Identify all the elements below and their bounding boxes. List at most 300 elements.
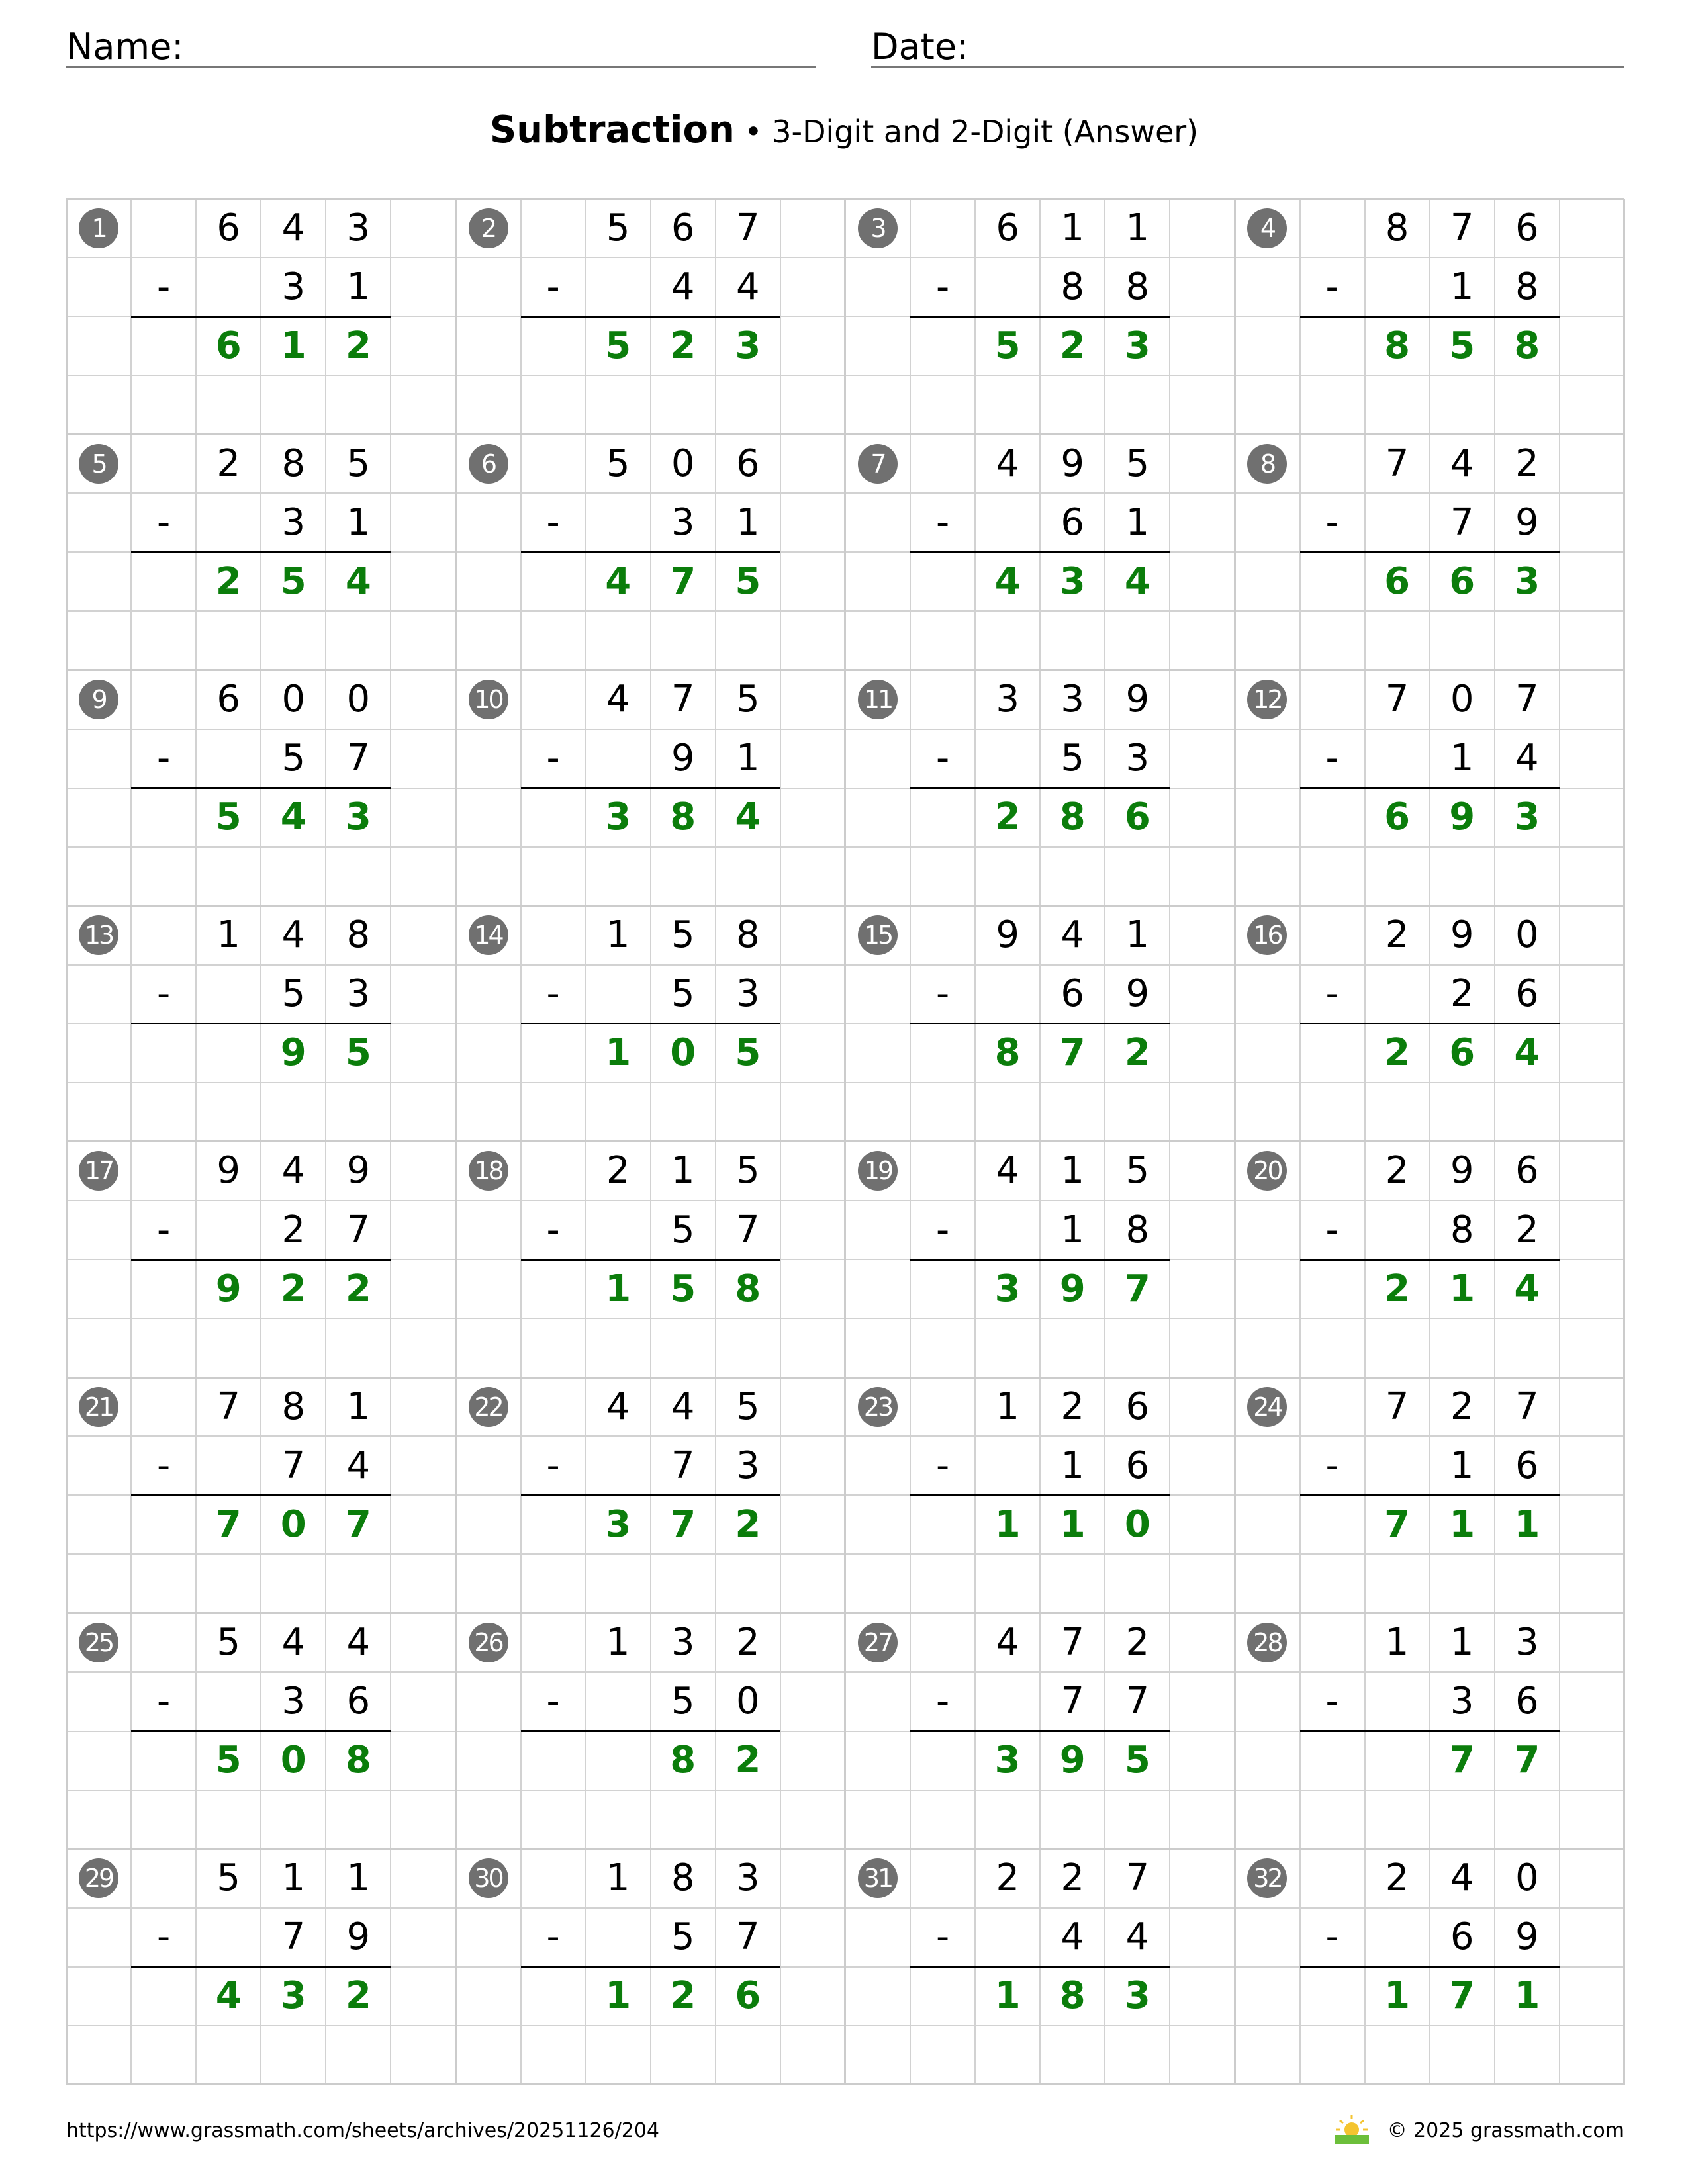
minuend-digit: 5 <box>346 441 371 485</box>
grid-cell <box>196 1024 261 1083</box>
grid-cell <box>1300 1554 1365 1613</box>
grid-cell <box>780 375 845 434</box>
grid-cell <box>1170 1967 1235 2026</box>
grid-cell <box>975 1436 1040 1495</box>
minus-sign: - <box>157 737 171 780</box>
grid-cell <box>1235 552 1299 611</box>
subtrahend-digit: 5 <box>1060 737 1085 780</box>
minuend-digit: 7 <box>1125 1856 1150 1900</box>
grid-cell <box>845 316 910 375</box>
answer-digit: 2 <box>345 324 371 367</box>
subtrahend-digit: 5 <box>281 972 306 1016</box>
grid-cell <box>910 788 975 847</box>
grid-cell <box>261 1318 326 1377</box>
grid-cell <box>1365 1731 1430 1790</box>
minus-sign: - <box>1325 1443 1339 1487</box>
grid-cell <box>455 316 520 375</box>
minuend-digit: 5 <box>216 1620 240 1664</box>
grid-cell <box>131 1259 196 1318</box>
answer-digit: 1 <box>1384 1974 1411 2018</box>
answer-digit: 2 <box>735 1739 761 1782</box>
subtrahend-digit: 4 <box>1515 737 1539 780</box>
grid-cell <box>455 375 520 434</box>
minuend-digit: 7 <box>216 1385 240 1428</box>
grid-cell <box>326 1083 391 1142</box>
grid-cell <box>196 965 261 1024</box>
answer-digit: 1 <box>994 1974 1021 2018</box>
minus-sign: - <box>1325 972 1339 1016</box>
grid-cell <box>845 1024 910 1083</box>
grid-cell <box>1430 1083 1495 1142</box>
grid-cell <box>586 847 651 906</box>
grid-cell <box>1560 257 1624 316</box>
grid-cell <box>910 2026 975 2085</box>
grid-cell <box>1495 1083 1560 1142</box>
grid-cell <box>910 611 975 670</box>
subtrahend-digit: 8 <box>1060 265 1085 308</box>
grid-cell <box>1495 1318 1560 1377</box>
subtrahend-digit: 1 <box>346 500 371 544</box>
answer-digit: 8 <box>1384 324 1411 367</box>
minuend-digit: 8 <box>1385 206 1409 250</box>
grid-cell <box>1170 965 1235 1024</box>
grid-cell <box>716 611 780 670</box>
grid-cell <box>455 788 520 847</box>
grid-cell <box>780 1967 845 2026</box>
problem-number-badge: 5 <box>79 444 118 484</box>
grid-cell <box>1560 1613 1624 1672</box>
minuend-digit: 0 <box>1515 913 1539 957</box>
answer-digit: 3 <box>1059 559 1086 603</box>
grid-cell <box>1170 1024 1235 1083</box>
grid-cell <box>131 1024 196 1083</box>
grid-cell <box>910 434 975 493</box>
minuend-digit: 7 <box>1450 206 1474 250</box>
minuend-digit: 7 <box>1060 1620 1085 1664</box>
grid-cell <box>1235 493 1299 552</box>
minuend-digit: 1 <box>1125 206 1150 250</box>
minuend-digit: 5 <box>736 1149 760 1193</box>
grid-cell <box>261 611 326 670</box>
grid-cell <box>1235 1024 1299 1083</box>
answer-digit: 1 <box>1514 1974 1540 2018</box>
minus-sign: - <box>1325 737 1339 780</box>
problem-number-badge: 21 <box>79 1387 118 1427</box>
minuend-digit: 0 <box>346 678 371 721</box>
grid-cell <box>521 1083 586 1142</box>
minuend-digit: 6 <box>736 441 760 485</box>
minus-sign: - <box>546 1680 560 1723</box>
grid-cell <box>521 611 586 670</box>
subtrahend-digit: 1 <box>346 265 371 308</box>
grid-cell <box>586 965 651 1024</box>
problem-number-badge: 11 <box>858 680 898 719</box>
answer-digit: 2 <box>345 1974 371 2018</box>
minuend-digit: 7 <box>1385 441 1409 485</box>
subtrahend-digit: 7 <box>346 737 371 780</box>
grid-cell <box>1560 1731 1624 1790</box>
problem-number-badge: 6 <box>469 444 508 484</box>
grid-cell <box>131 1318 196 1377</box>
grid-cell <box>780 1495 845 1554</box>
grid-cell <box>910 375 975 434</box>
grid-cell <box>910 552 975 611</box>
grid-cell <box>1300 1142 1365 1201</box>
footer-copyright: © 2025 grassmath.com <box>1387 2119 1624 2142</box>
answer-digit: 3 <box>1124 1974 1150 2018</box>
minuend-digit: 6 <box>671 206 695 250</box>
answer-digit: 2 <box>735 1502 761 1546</box>
grid-cell <box>586 1554 651 1613</box>
grid-cell <box>1170 1318 1235 1377</box>
problem-number-badge: 22 <box>469 1387 508 1427</box>
grid-cell <box>1560 611 1624 670</box>
grid-cell <box>780 493 845 552</box>
grid-cell <box>975 847 1040 906</box>
grid-cell <box>586 1318 651 1377</box>
grid-cell <box>651 1318 716 1377</box>
grid-cell <box>910 199 975 257</box>
grid-cell <box>1235 1908 1299 1967</box>
grid-cell <box>391 2026 455 2085</box>
grid-cell <box>845 1731 910 1790</box>
answer-digit: 2 <box>1384 1031 1411 1075</box>
answer-digit: 8 <box>345 1739 371 1782</box>
subtrahend-digit: 6 <box>346 1680 371 1723</box>
subtrahend-digit: 9 <box>346 1915 371 1959</box>
grid-cell <box>1365 1908 1430 1967</box>
grid-cell <box>66 1554 131 1613</box>
problem-number-badge: 32 <box>1247 1858 1287 1898</box>
grid-cell <box>521 434 586 493</box>
minuend-digit: 1 <box>996 1385 1019 1428</box>
grid-cell <box>1300 199 1365 257</box>
grid-cell <box>845 493 910 552</box>
minuend-digit: 4 <box>606 1385 630 1428</box>
subtrahend-digit: 1 <box>1450 265 1474 308</box>
grid-cell <box>845 1554 910 1613</box>
answer-digit: 2 <box>670 1974 696 2018</box>
answer-digit: 3 <box>1124 324 1150 367</box>
grid-cell <box>131 1495 196 1554</box>
grid-cell <box>975 1201 1040 1259</box>
answer-digit: 8 <box>670 1739 696 1782</box>
grid-cell <box>1365 729 1430 788</box>
subtrahend-digit: 1 <box>1125 500 1150 544</box>
problem-number-badge: 9 <box>79 680 118 719</box>
minuend-digit: 4 <box>1450 1856 1474 1900</box>
grid-cell <box>1365 1672 1430 1731</box>
minuend-digit: 9 <box>1060 441 1085 485</box>
grid-cell <box>261 847 326 906</box>
grid-cell <box>1235 1259 1299 1318</box>
grid-cell <box>716 847 780 906</box>
minus-sign: - <box>935 737 950 780</box>
minuend-digit: 8 <box>281 441 306 485</box>
grid-cell <box>391 1554 455 1613</box>
grid-cell <box>455 1790 520 1849</box>
grid-cell <box>910 1849 975 1908</box>
grid-cell <box>391 375 455 434</box>
grid-cell <box>455 1083 520 1142</box>
grid-cell <box>391 1908 455 1967</box>
grid-cell <box>716 1083 780 1142</box>
grid-cell <box>1235 729 1299 788</box>
grid-cell <box>66 847 131 906</box>
answer-digit: 5 <box>1449 324 1476 367</box>
minuend-digit: 6 <box>216 678 240 721</box>
minus-sign: - <box>1325 265 1339 308</box>
subtrahend-digit: 6 <box>1515 1680 1539 1723</box>
grid-cell <box>521 1554 586 1613</box>
minuend-digit: 6 <box>1125 1385 1150 1428</box>
minus-sign: - <box>935 265 950 308</box>
subtrahend-digit: 2 <box>1515 1208 1539 1251</box>
grid-cell <box>716 2026 780 2085</box>
grid-cell <box>975 1083 1040 1142</box>
subtrahend-digit: 4 <box>1060 1915 1085 1959</box>
grid-cell <box>1365 2026 1430 2085</box>
grid-cell <box>1560 1672 1624 1731</box>
grid-cell <box>455 847 520 906</box>
subtrahend-digit: 2 <box>281 1208 306 1251</box>
grid-cell <box>1170 906 1235 965</box>
answer-digit: 9 <box>1449 796 1476 839</box>
grid-cell <box>1235 788 1299 847</box>
grid-cell <box>910 847 975 906</box>
grid-cell <box>910 1377 975 1436</box>
minuend-digit: 3 <box>1515 1620 1539 1664</box>
grid-cell <box>1170 375 1235 434</box>
answer-digit: 3 <box>1514 559 1540 603</box>
grid-cell <box>1170 1908 1235 1967</box>
minuend-digit: 6 <box>1515 206 1539 250</box>
grid-cell <box>1235 1967 1299 2026</box>
answer-digit: 9 <box>1059 1739 1086 1782</box>
subtrahend-digit: 4 <box>736 265 760 308</box>
grid-cell <box>391 1024 455 1083</box>
grid-cell <box>845 375 910 434</box>
grid-cell <box>780 965 845 1024</box>
minuend-digit: 5 <box>1125 1149 1150 1193</box>
grid-cell <box>975 493 1040 552</box>
grid-cell <box>1300 611 1365 670</box>
grid-cell <box>521 670 586 729</box>
minus-sign: - <box>157 500 171 544</box>
grid-cell <box>326 2026 391 2085</box>
grid-cell <box>391 493 455 552</box>
minuend-digit: 9 <box>346 1149 371 1193</box>
grid-cell <box>1170 847 1235 906</box>
subtrahend-digit: 8 <box>1515 265 1539 308</box>
grid-cell <box>1170 1436 1235 1495</box>
grid-cell <box>391 1731 455 1790</box>
grid-cell <box>391 199 455 257</box>
problem-number-badge: 1 <box>79 208 118 248</box>
minuend-digit: 2 <box>996 1856 1019 1900</box>
grid-cell <box>131 316 196 375</box>
grid-cell <box>391 1201 455 1259</box>
grid-cell <box>521 316 586 375</box>
grid-cell <box>975 1318 1040 1377</box>
grid-cell <box>1235 2026 1299 2085</box>
minuend-digit: 9 <box>996 913 1019 957</box>
minuend-digit: 7 <box>1515 1385 1539 1428</box>
minus-sign: - <box>546 500 560 544</box>
grid-cell <box>910 1259 975 1318</box>
grid-cell <box>1300 316 1365 375</box>
grid-cell <box>1560 965 1624 1024</box>
subtrahend-digit: 8 <box>1125 265 1150 308</box>
grid-cell <box>391 552 455 611</box>
minuend-digit: 2 <box>1060 1856 1085 1900</box>
answer-digit: 5 <box>280 559 306 603</box>
block-separator <box>66 2083 1624 2085</box>
grid-cell <box>716 375 780 434</box>
answer-digit: 6 <box>1124 796 1150 839</box>
grid-cell <box>780 1436 845 1495</box>
grid-cell <box>780 1201 845 1259</box>
grid-cell <box>1170 1377 1235 1436</box>
problem-number-badge: 28 <box>1247 1623 1287 1662</box>
answer-digit: 4 <box>215 1974 242 2018</box>
problem-number-badge: 31 <box>858 1858 898 1898</box>
grid-cell <box>651 847 716 906</box>
answer-digit: 0 <box>280 1502 306 1546</box>
grid-cell <box>975 965 1040 1024</box>
grid-cell <box>1365 375 1430 434</box>
grid-cell <box>910 1024 975 1083</box>
grid-cell <box>261 1790 326 1849</box>
minuend-digit: 8 <box>671 1856 695 1900</box>
grid-cell <box>975 375 1040 434</box>
minuend-digit: 2 <box>1385 913 1409 957</box>
answer-digit: 7 <box>1124 1267 1150 1310</box>
grid-cell <box>780 552 845 611</box>
grid-cell <box>1560 1318 1624 1377</box>
answer-digit: 6 <box>1449 1031 1476 1075</box>
grid-cell <box>1170 257 1235 316</box>
grid-cell <box>66 1790 131 1849</box>
subtrahend-digit: 5 <box>671 1208 695 1251</box>
minuend-digit: 4 <box>281 1149 306 1193</box>
grid-cell <box>1235 1554 1299 1613</box>
grid-cell <box>1040 1318 1105 1377</box>
grid-cell <box>1170 552 1235 611</box>
subtrahend-digit: 9 <box>671 737 695 780</box>
grid-cell <box>131 1377 196 1436</box>
subtrahend-digit: 7 <box>1060 1680 1085 1723</box>
minuend-digit: 2 <box>216 441 240 485</box>
grid-cell <box>1170 2026 1235 2085</box>
grid-cell <box>521 1142 586 1201</box>
minuend-digit: 1 <box>1060 1149 1085 1193</box>
subtrahend-digit: 6 <box>1060 972 1085 1016</box>
answer-digit: 5 <box>605 324 632 367</box>
grid-cell <box>196 375 261 434</box>
grid-cell <box>845 1436 910 1495</box>
subtrahend-digit: 1 <box>1060 1443 1085 1487</box>
minuend-digit: 7 <box>1385 678 1409 721</box>
minuend-digit: 7 <box>736 206 760 250</box>
answer-digit: 4 <box>735 796 761 839</box>
grid-cell <box>780 1318 845 1377</box>
grid-cell <box>391 729 455 788</box>
grid-cell <box>1365 257 1430 316</box>
grid-cell <box>131 906 196 965</box>
answer-digit: 2 <box>345 1267 371 1310</box>
grid-cell <box>1235 1672 1299 1731</box>
grid-cell <box>780 611 845 670</box>
answer-digit: 9 <box>280 1031 306 1075</box>
minuend-digit: 2 <box>1060 1385 1085 1428</box>
answer-digit: 5 <box>994 324 1021 367</box>
grid-cell <box>1170 1613 1235 1672</box>
grid-cell <box>131 1142 196 1201</box>
grid-cell <box>391 965 455 1024</box>
answer-digit: 3 <box>605 1502 632 1546</box>
grid-cell <box>1560 788 1624 847</box>
minuend-digit: 4 <box>281 1620 306 1664</box>
grid-cell <box>455 965 520 1024</box>
grid-cell <box>586 1790 651 1849</box>
problem-number-badge: 27 <box>858 1623 898 1662</box>
grid-cell <box>1495 1790 1560 1849</box>
grid-cell <box>1105 611 1170 670</box>
footer-url: https://www.grassmath.com/sheets/archives/20251126/204 <box>66 2119 660 2142</box>
grid-cell <box>455 1024 520 1083</box>
minus-sign: - <box>546 1915 560 1959</box>
subtrahend-digit: 1 <box>1450 737 1474 780</box>
grid-cell <box>586 2026 651 2085</box>
minuend-digit: 1 <box>1125 913 1150 957</box>
subtrahend-digit: 7 <box>346 1208 371 1251</box>
answer-digit: 4 <box>280 796 306 839</box>
grid-cell <box>780 1083 845 1142</box>
grid-cell <box>455 1201 520 1259</box>
grid-cell <box>1170 1731 1235 1790</box>
minuend-digit: 7 <box>1515 678 1539 721</box>
grid-cell <box>326 375 391 434</box>
grid-cell <box>1430 2026 1495 2085</box>
grid-cell <box>716 1554 780 1613</box>
grid-cell <box>586 611 651 670</box>
subtrahend-digit: 9 <box>1515 1915 1539 1959</box>
answer-digit: 1 <box>605 1974 632 2018</box>
grid-cell <box>651 1790 716 1849</box>
grid-cell <box>455 1672 520 1731</box>
grid-cell <box>1300 847 1365 906</box>
answer-digit: 6 <box>735 1974 761 2018</box>
grid-cell <box>1560 493 1624 552</box>
grid-cell <box>521 1967 586 2026</box>
grid-cell <box>780 2026 845 2085</box>
minuend-digit: 4 <box>281 913 306 957</box>
grid-cell <box>586 1731 651 1790</box>
grid-cell <box>66 1083 131 1142</box>
grid-cell <box>1365 1436 1430 1495</box>
grid-cell <box>521 1495 586 1554</box>
grid-cell <box>1105 1318 1170 1377</box>
grid-cell <box>196 1083 261 1142</box>
grid-cell <box>391 1672 455 1731</box>
minuend-digit: 0 <box>1450 678 1474 721</box>
grid-cell <box>131 611 196 670</box>
answer-digit: 9 <box>215 1267 242 1310</box>
grid-cell <box>455 1554 520 1613</box>
grid-cell <box>326 611 391 670</box>
minuend-digit: 0 <box>1515 1856 1539 1900</box>
